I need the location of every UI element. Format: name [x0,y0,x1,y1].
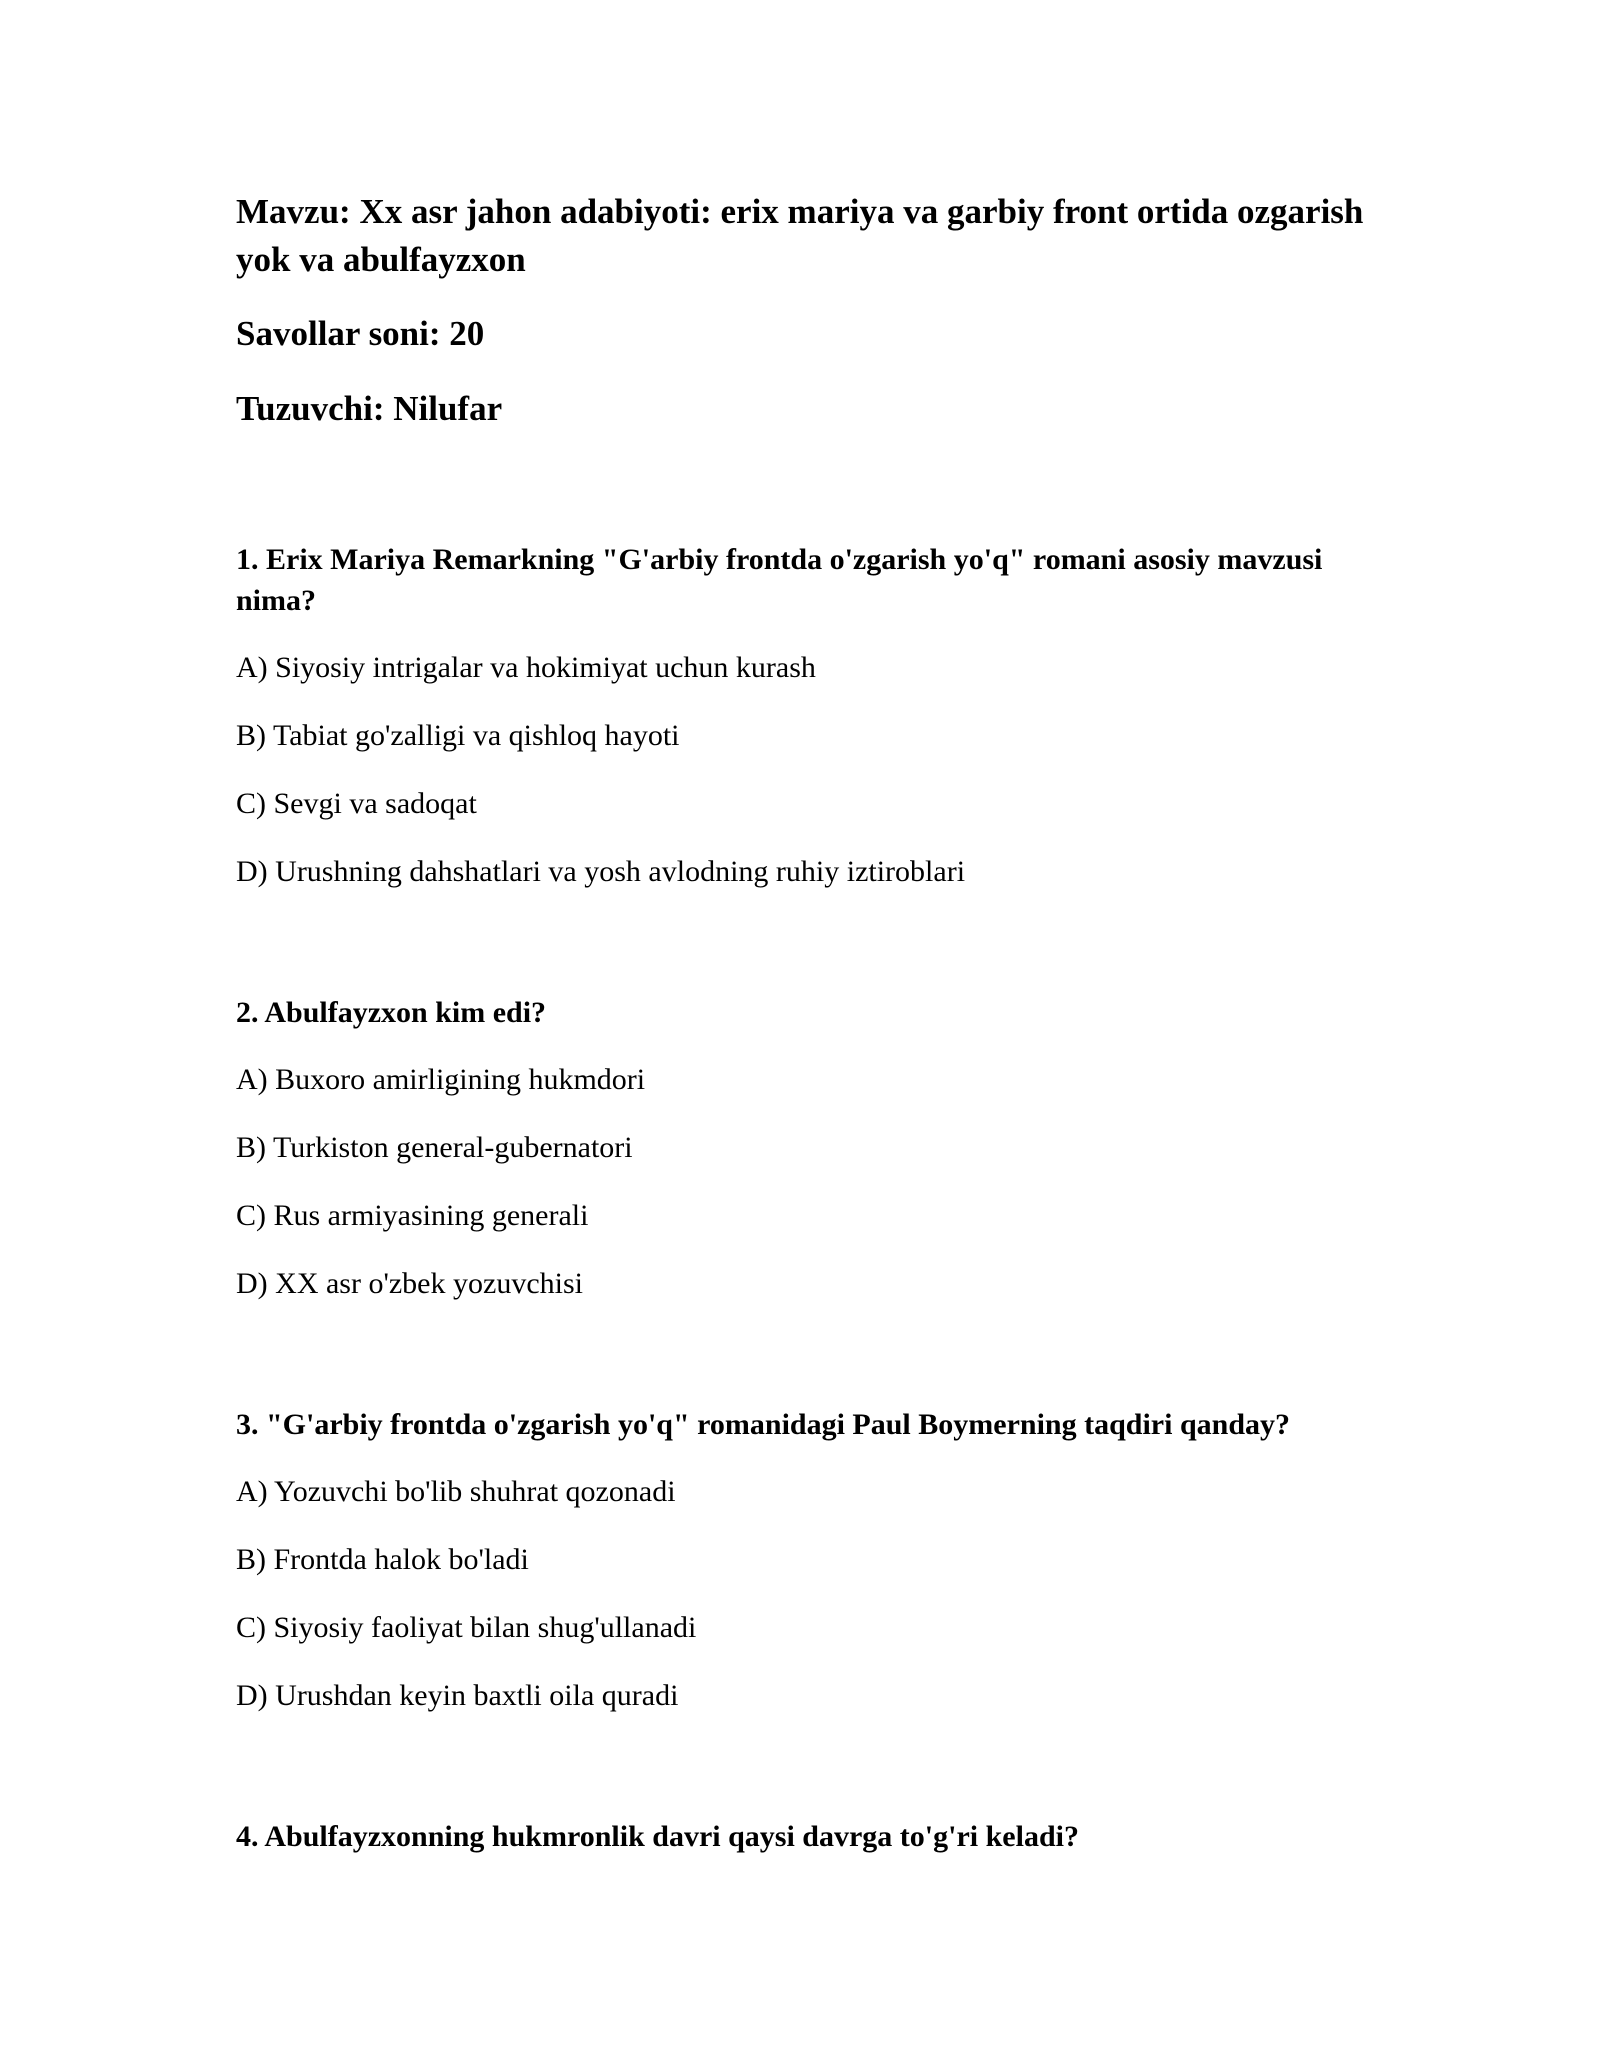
answer-option-c: C) Sevgi va sadoqat [236,787,477,820]
answer-options [236,1059,1366,1304]
answer-option-c: C) Siyosiy faoliyat bilan shug'ullanadi [236,1611,697,1644]
answer-option-a: A) Siyosiy intrigalar va hokimiyat uchun kurash [236,651,816,684]
question-count: Savollar soni: 20 [236,314,485,353]
answer-option-a: A) Yozuvchi bo'lib shuhrat qozonadi [236,1475,676,1508]
question-text: 1. Erix Mariya Remarkning "G'arbiy frontda o'zgarish yo'q" romani asosiy mavzusi nima? [236,543,1323,617]
answer-option-d: D) Urushdan keyin baxtli oila quradi [236,1679,679,1712]
question-block-2 [236,992,1366,1304]
question-block-1 [236,539,1366,892]
question-block-4 [236,1816,1366,1857]
document-title: Mavzu: Xx asr jahon adabiyoti: erix mariya va garbiy front ortida ozgarish yok va abulfayzxon [236,192,1364,279]
question-text: 3. "G'arbiy frontda o'zgarish yo'q" romanidagi Paul Boymerning taqdiri qanday? [236,1408,1290,1441]
answer-option-d: D) XX asr o'zbek yozuvchisi [236,1267,583,1300]
answer-option-b: B) Tabiat go'zalligi va qishloq hayoti [236,719,680,752]
question-text: 2. Abulfayzxon kim edi? [236,996,547,1029]
question-block-3 [236,1404,1366,1716]
question-text: 4. Abulfayzxonning hukmronlik davri qaysi davrga to'g'ri keladi? [236,1820,1079,1853]
answer-option-a: A) Buxoro amirligining hukmdori [236,1063,646,1096]
document-content [236,188,1366,1857]
answer-options [236,647,1366,892]
answer-option-d: D) Urushning dahshatlari va yosh avlodning ruhiy iztiroblari [236,855,966,888]
answer-option-b: B) Frontda halok bo'ladi [236,1543,529,1576]
answer-options [236,1471,1366,1716]
answer-option-c: C) Rus armiyasining generali [236,1199,589,1232]
answer-option-b: B) Turkiston general-gubernatori [236,1131,633,1164]
author-line: Tuzuvchi: Nilufar [236,389,503,428]
